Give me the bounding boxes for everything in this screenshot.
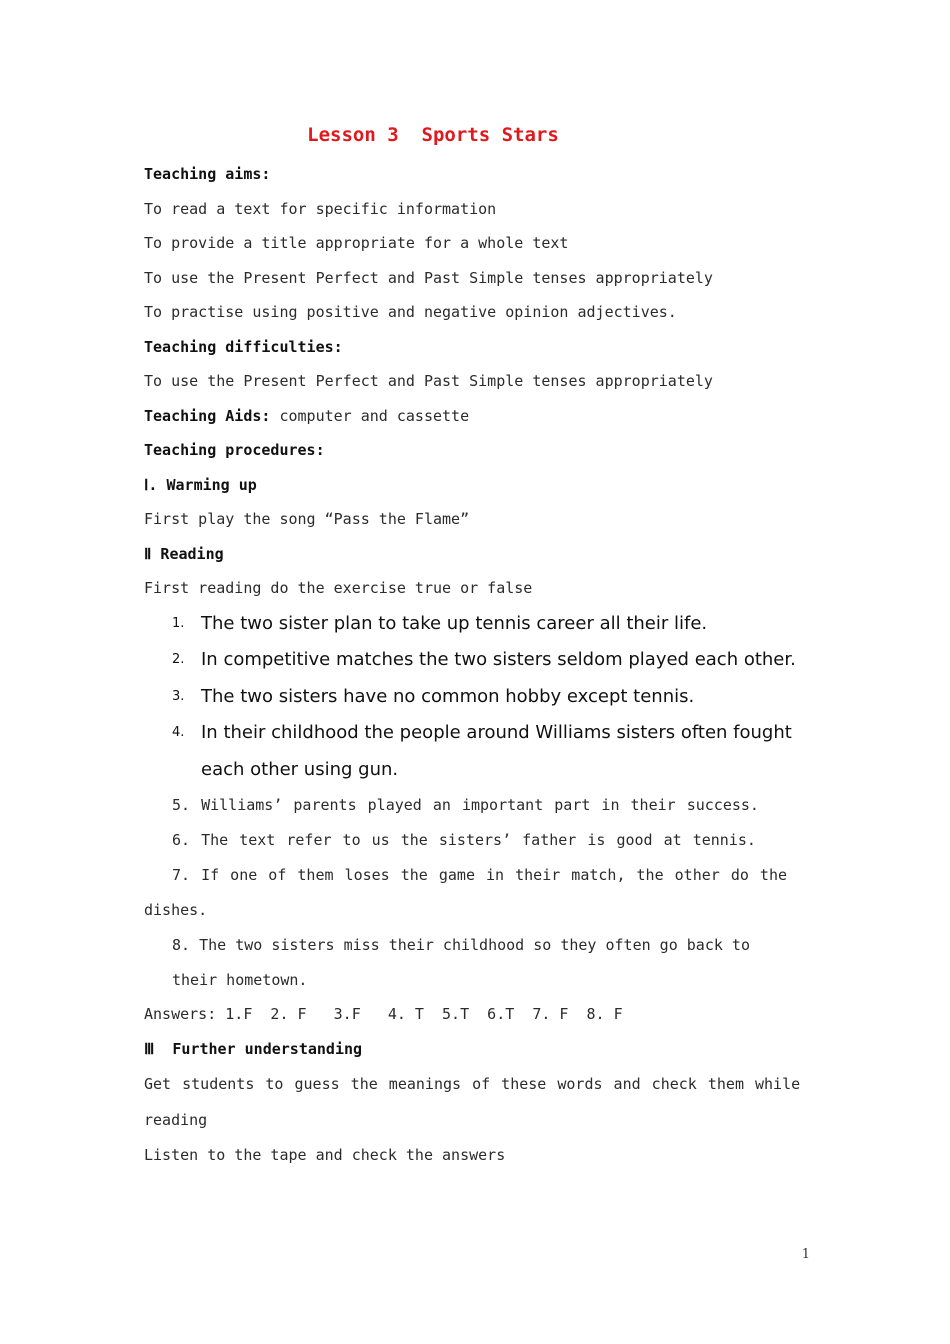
- list-item-number: 1.: [172, 615, 185, 631]
- teaching-aim-item: To practise using positive and negative opinion adjectives.: [144, 303, 677, 321]
- further-understanding-heading: Ⅲ Further understanding: [144, 1039, 363, 1058]
- list-item: 8. The two sisters miss their childhood so they often go back to their hometown.: [172, 936, 750, 989]
- document-body: [144, 157, 804, 1173]
- list-item: [144, 715, 804, 788]
- teaching-aids-line: [144, 399, 804, 434]
- list-item: [144, 606, 804, 643]
- list-item-number: 3.: [172, 688, 185, 704]
- teaching-aim-item: To use the Present Perfect and Past Simple tenses appropriately: [144, 268, 713, 287]
- teaching-aims-heading: Teaching aims:: [144, 165, 271, 183]
- list-item-text: The two sister plan to take up tennis career all their life.: [201, 612, 708, 634]
- reading-heading: Ⅱ Reading: [144, 544, 224, 563]
- lesson-title: Lesson 3 Sports Stars: [307, 124, 559, 146]
- list-item-text: In competitive matches the two sisters seldom played each other.: [201, 649, 796, 670]
- teaching-difficulties-heading: Teaching difficulties:: [144, 337, 343, 356]
- list-item: 6. The text refer to us the sisters’ father is good at tennis.: [172, 831, 756, 849]
- teaching-procedures-heading: Teaching procedures:: [144, 441, 325, 459]
- true-false-list: [144, 606, 804, 789]
- teaching-aids-value: computer and cassette: [270, 406, 470, 425]
- list-item: 5. Williams’ parents played an important part in their success.: [172, 796, 759, 814]
- teaching-difficulty-item: To use the Present Perfect and Past Simple tenses appropriately: [144, 372, 713, 390]
- teaching-aids-heading: Teaching Aids:: [144, 406, 271, 425]
- list-item-number: 4.: [172, 725, 185, 740]
- teaching-aim-item: To provide a title appropriate for a whole text: [144, 234, 569, 252]
- further-understanding-text: Get students to guess the meanings of these words and check them while reading: [144, 1075, 801, 1129]
- page-number: 1: [801, 1247, 810, 1262]
- list-item: [144, 679, 804, 716]
- warming-up-heading: Ⅰ. Warming up: [144, 475, 257, 494]
- reading-intro: First reading do the exercise true or false: [144, 579, 533, 597]
- teaching-aim-item: To read a text for specific information: [144, 199, 497, 218]
- list-item-number: 2.: [172, 652, 185, 667]
- further-understanding-text: Listen to the tape and check the answers: [144, 1146, 506, 1164]
- list-item-text: In their childhood the people around Williams sisters often fought each other using gun.: [201, 722, 792, 780]
- list-item: 7. If one of them loses the game in their match, the other do the dishes.: [144, 866, 787, 919]
- list-item: [144, 642, 804, 679]
- warming-up-text: First play the song “Pass the Flame”: [144, 510, 470, 528]
- list-item-text: The two sisters have no common hobby except tennis.: [201, 685, 695, 707]
- answers-line: Answers: 1.F 2. F 3.F 4. T 5.T 6.T 7. F 8. F: [144, 1005, 623, 1023]
